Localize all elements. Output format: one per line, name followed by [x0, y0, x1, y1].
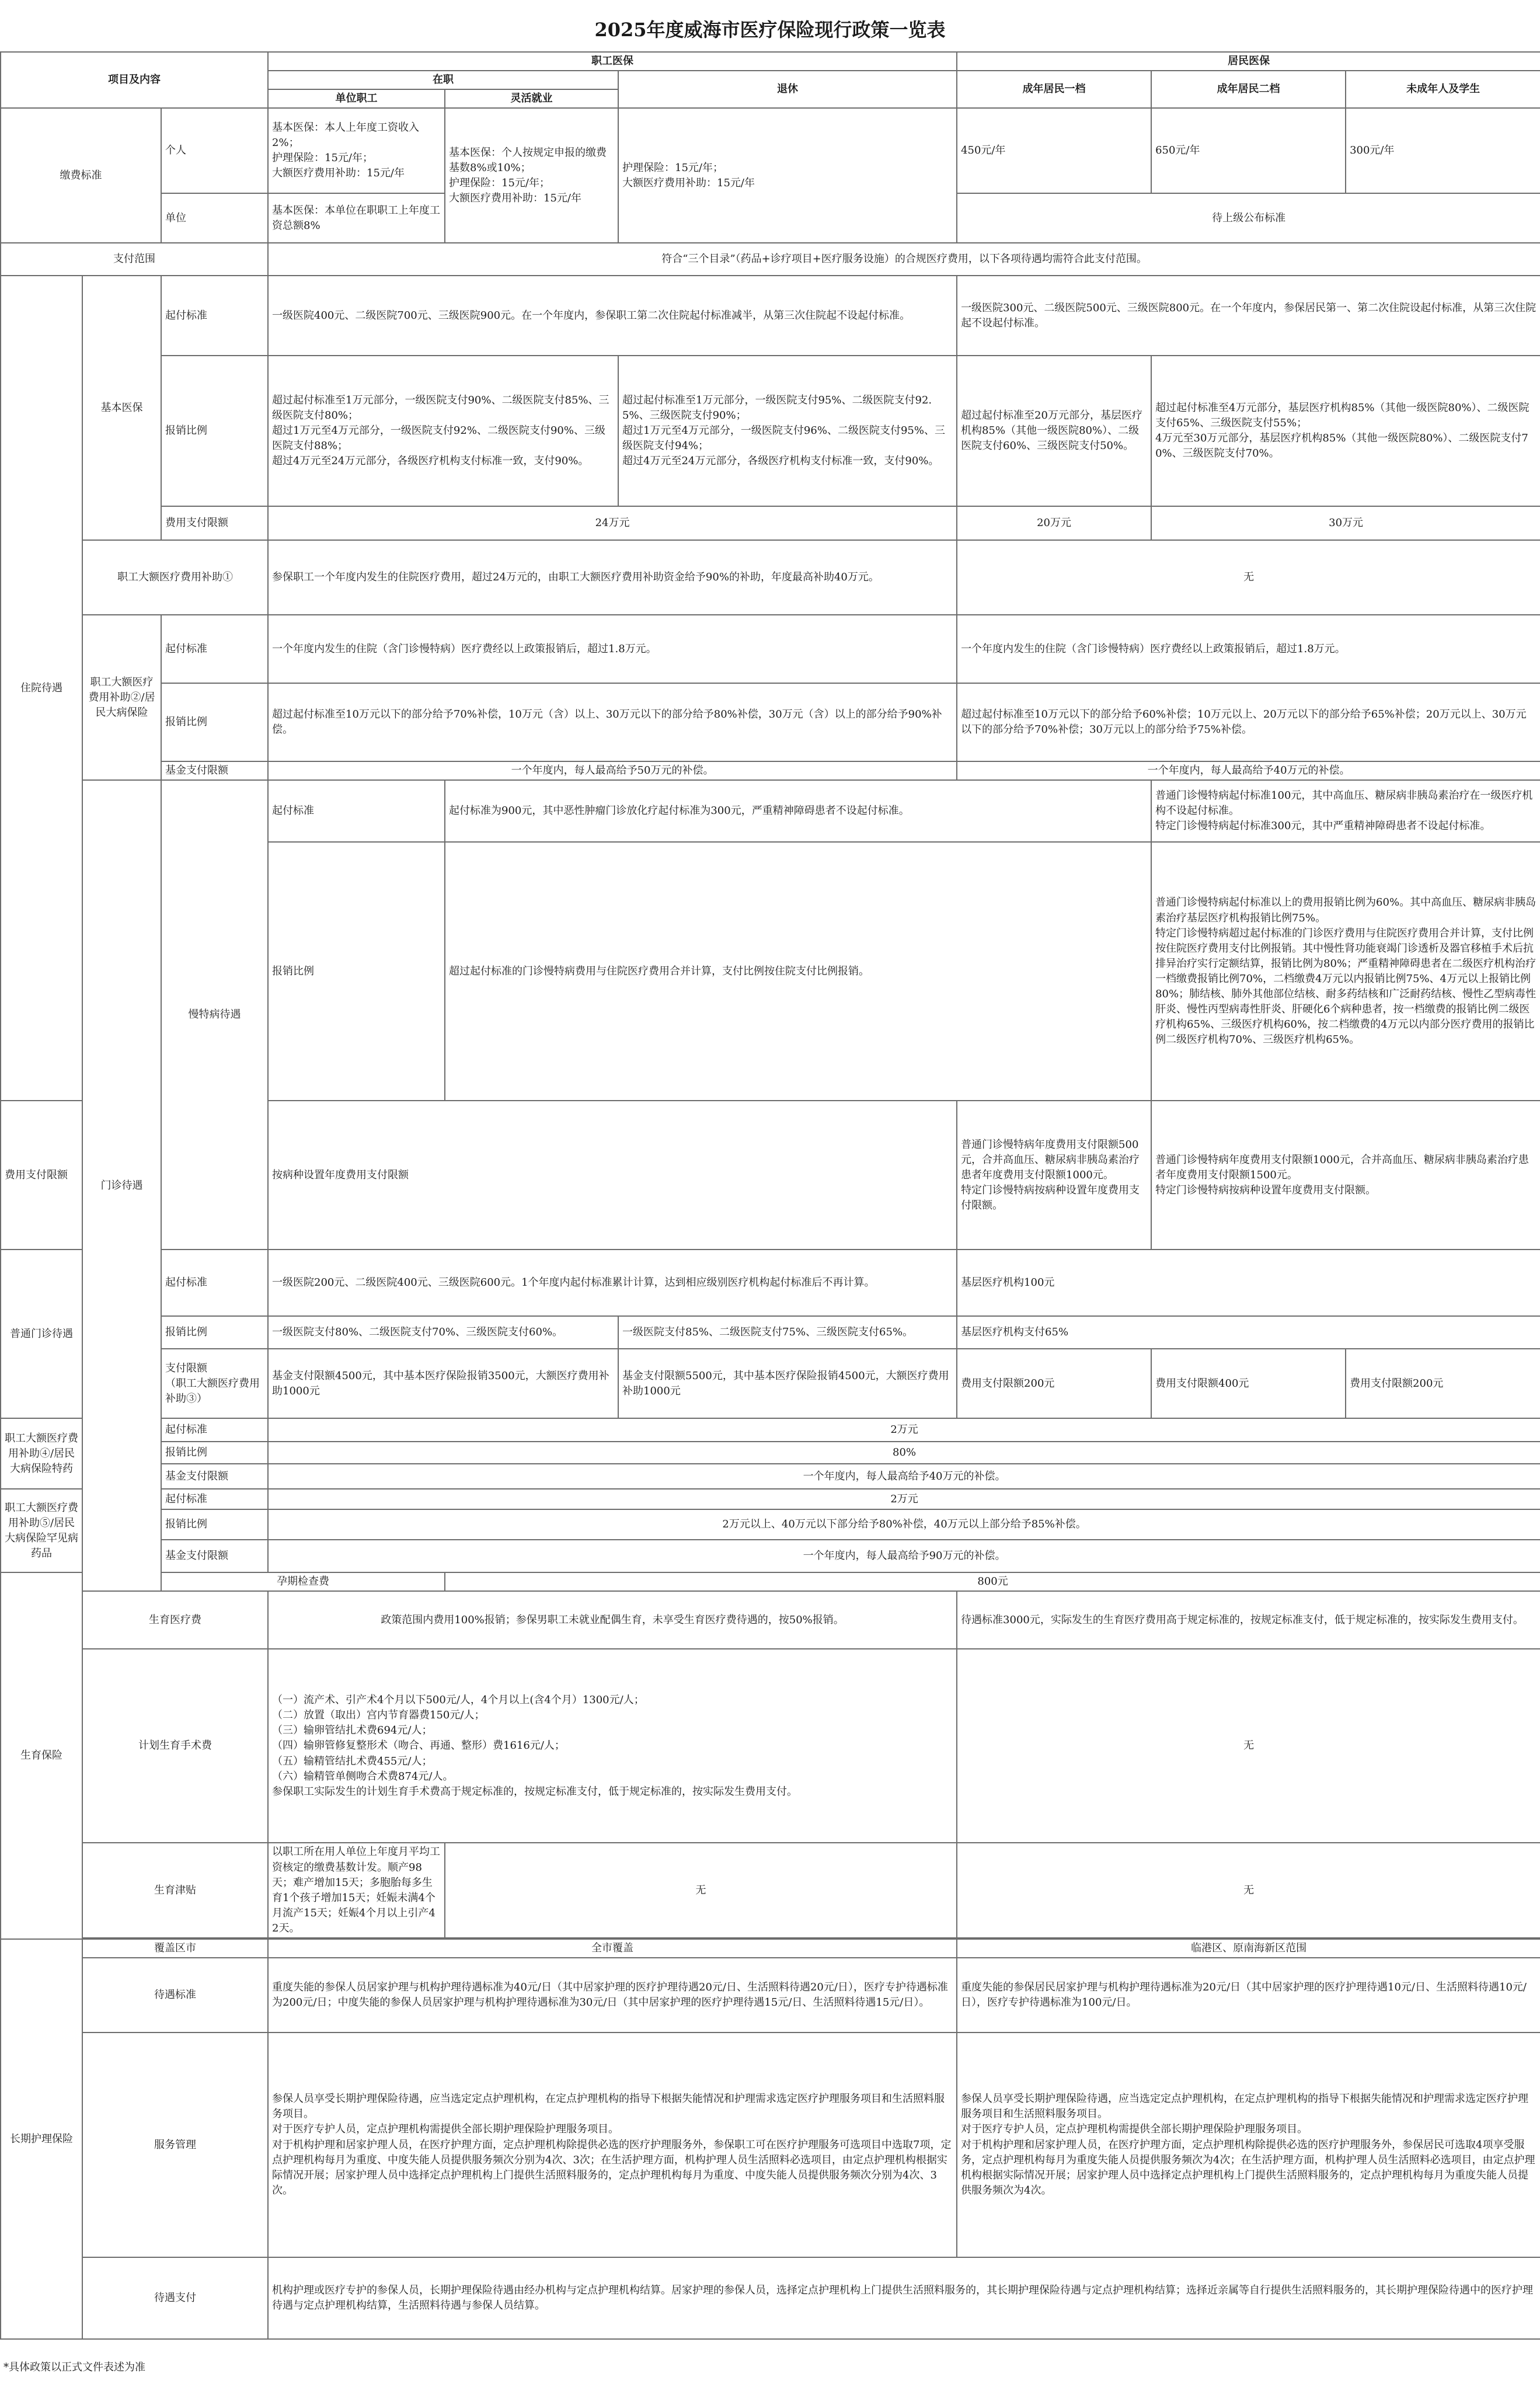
inpatient-limit-worker: 24万元 — [268, 506, 957, 540]
inpatient-deductible-worker: 一级医院400元、二级医院700元、三级医院900元。在一个年度内，参保职工第二次住院起付标准减半，从第三次住院起不设起付标准。 — [268, 276, 957, 356]
allowance-resident: 无 — [957, 1843, 1540, 1938]
general-limit-adult1: 费用支付限额200元 — [957, 1349, 1151, 1418]
serious-deductible-label: 起付标准 — [161, 615, 268, 683]
serious-fund-label: 基金支付限额 — [161, 761, 268, 780]
general-limit-adult2: 费用支付限额400元 — [1151, 1349, 1346, 1418]
special-drug-ratio-label: 报销比例 — [161, 1442, 268, 1464]
planning-worker: （一）流产术、引产术4个月以下500元/人，4个月以上(含4个月）1300元/人； （二）放置（取出）宫内节育器费150元/人； （三）输卵管结扎术费694元/人； （四）输卵管修复整形术（吻合、再通、整形）费1616元/人； （五）输精管结扎术费455元/人； （六）输精管单侧吻合术费874元/人。 参保职工实际发生的计划生育手术费高于规定标准的，按规定标准支付，低于规定标准的，按实际发生费用支付。 — [268, 1649, 957, 1843]
planning-resident: 无 — [957, 1649, 1540, 1843]
serious-ratio-worker: 超过起付标准至10万元以下的部分给予70%补偿，10万元（含）以上、30万元以下的部分给予80%补偿，30万元（含）以上的部分给予90%补偿。 — [268, 683, 957, 761]
ltc-coverage-label: 覆盖区市 — [82, 1939, 268, 1958]
maternity-medical-resident: 待遇标准3000元，实际发生的生育医疗费用高于规定标准的，按规定标准支付，低于规定标准的，按实际发生费用支付。 — [957, 1591, 1540, 1649]
inpatient-label: 住院待遇 — [1, 276, 82, 1101]
general-ratio-label: 报销比例 — [161, 1316, 268, 1349]
inpatient-ratio-label: 报销比例 — [161, 356, 268, 506]
payment-adult1: 450元/年 — [957, 108, 1151, 193]
serious-fund-resident: 一个年度内，每人最高给予40万元的补偿。 — [957, 761, 1540, 780]
chronic-limit-adult2: 普通门诊慢特病年度费用支付限额1000元，合并高血压、糖尿病非胰岛素治疗患者年度费用支付限额1500元。 特定门诊慢特病按病种设置年度费用支付限额。 — [1151, 1101, 1540, 1250]
large-sub-resident: 无 — [957, 540, 1540, 615]
chronic-label: 慢特病待遇 — [161, 780, 268, 1250]
header-item: 项目及内容 — [1, 52, 268, 108]
ltc-payment-label: 待遇支付 — [82, 2257, 268, 2339]
payment-staff-unit: 基本医保：本单位在职职工上年度工资总额8% — [268, 193, 445, 243]
serious-deductible-resident: 一个年度内发生的住院（含门诊慢特病）医疗费经以上政策报销后，超过1.8万元。 — [957, 615, 1540, 683]
general-ratio-resident: 基层医疗机构支付65% — [957, 1316, 1540, 1349]
payment-resident-unit: 待上级公布标准 — [957, 193, 1540, 243]
special-drug-fund-label: 基金支付限额 — [161, 1464, 268, 1489]
general-ratio-staff: 一级医院支付80%、二级医院支付70%、三级医院支付60%。 — [268, 1316, 618, 1349]
payment-staff-personal: 基本医保：本人上年度工资收入2%； 护理保险：15元/年； 大额医疗费用补助：15元/年 — [268, 108, 445, 193]
ltc-label: 长期护理保险 — [1, 1939, 82, 2339]
chronic-ratio-label: 报销比例 — [268, 842, 445, 1101]
ltc-standard-worker: 重度失能的参保人员居家护理与机构护理待遇标准为40元/日（其中居家护理的医疗护理待遇20元/日、生活照料待遇20元/日），医疗专护待遇标准为200元/日；中度失能的参保人员居家护理与机构护理待遇标准为30元/日（其中居家护理的医疗护理待遇15元/日、生活照料待遇15元/日）。 — [268, 1958, 957, 2033]
inpatient-deductible-resident: 一级医院300元、二级医院500元、三级医院800元。在一个年度内，参保居民第一、第二次住院设起付标准，从第三次住院起不设起付标准。 — [957, 276, 1540, 356]
scope-text: 符合“三个目录”（药品+诊疗项目+医疗服务设施）的合规医疗费用，以下各项待遇均需符合此支付范围。 — [268, 243, 1540, 276]
special-drug-deductible: 2万元 — [268, 1418, 1540, 1442]
policy-table — [0, 51, 1540, 2340]
special-drug-ratio: 80% — [268, 1442, 1540, 1464]
chronic-limit-worker: 按病种设置年度费用支付限额 — [268, 1101, 957, 1250]
prenatal-label: 孕期检查费 — [161, 1572, 445, 1591]
header-adult2: 成年居民二档 — [1151, 71, 1346, 108]
general-limit-retired: 基金支付限额5500元，其中基本医疗保险报销4500元，大额医疗费用补助1000元 — [618, 1349, 957, 1418]
general-limit-staff: 基金支付限额4500元，其中基本医疗保险报销3500元，大额医疗费用补助1000元 — [268, 1349, 618, 1418]
special-drug-label: 职工大额医疗费用补助④/居民大病保险特药 — [1, 1418, 82, 1489]
general-limit-label: 支付限额 （职工大额医疗费用补助③） — [161, 1349, 268, 1418]
ltc-standard-label: 待遇标准 — [82, 1958, 268, 2033]
rare-drug-label: 职工大额医疗费用补助⑤/居民大病保险罕见病药品 — [1, 1489, 82, 1572]
general-label: 普通门诊待遇 — [1, 1250, 82, 1418]
header-adult1: 成年居民一档 — [957, 71, 1151, 108]
special-drug-deductible-label: 起付标准 — [161, 1418, 268, 1442]
serious-deductible-worker: 一个年度内发生的住院（含门诊慢特病）医疗费经以上政策报销后，超过1.8万元。 — [268, 615, 957, 683]
payment-label: 缴费标准 — [1, 108, 161, 243]
header-employed: 在职 — [268, 71, 618, 89]
planning-label: 计划生育手术费 — [82, 1649, 268, 1843]
inpatient-ratio-retired: 超过起付标准至1万元部分，一级医院支付95%、二级医院支付92.5%、三级医院支付90%； 超过1万元至4万元部分，一级医院支付96%、二级医院支付95%、三级医院支付94%； 超过4万元至24万元部分，各级医疗机构支付标准一致，支付90%。 — [618, 356, 957, 506]
payment-unit-label: 单位 — [161, 193, 268, 243]
serious-ratio-label: 报销比例 — [161, 683, 268, 761]
inpatient-deductible-label: 起付标准 — [161, 276, 268, 356]
chronic-limit-adult1: 普通门诊慢特病年度费用支付限额500元，合并高血压、糖尿病非胰岛素治疗患者年度费用支付限额1000元。 特定门诊慢特病按病种设置年度费用支付限额。 — [957, 1101, 1151, 1250]
ltc-service-resident: 参保人员享受长期护理保险待遇，应当选定定点护理机构，在定点护理机构的指导下根据失能情况和护理需求选定医疗护理服务项目和生活照料服务项目。 对于医疗专护人员，定点护理机构需提供全部长期护理保险护理服务项目。 对于机构护理和居家护理人员，在医疗护理方面，定点护理机构除提供必选的医疗护理服务外，参保居民可选取4项享受服务，定点护理机构每月为重度失能人员提供服务频次为4次；在生活护理方面，机构护理人员生活照料必选项目，由定点护理机构根据实际情况开展；居家护理人员中选择定点护理机构上门提供生活照料服务的，定点护理机构每月为重度失能人员提供服务频次为4次。 — [957, 2033, 1540, 2257]
inpatient-limit-adult2: 30万元 — [1151, 506, 1540, 540]
scope-label: 支付范围 — [1, 243, 268, 276]
special-drug-fund: 一个年度内，每人最高给予40万元的补偿。 — [268, 1464, 1540, 1489]
ltc-service-label: 服务管理 — [82, 2033, 268, 2257]
allowance-other: 无 — [445, 1843, 957, 1938]
inpatient-ratio-staff: 超过起付标准至1万元部分，一级医院支付90%、二级医院支付85%、三级医院支付80%； 超过1万元至4万元部分，一级医院支付92%、二级医院支付90%、三级医院支付88%； 超过4万元至24万元部分，各级医疗机构支付标准一致，支付90%。 — [268, 356, 618, 506]
ltc-standard-resident: 重度失能的参保居民居家护理与机构护理待遇标准为20元/日（其中居家护理的医疗护理待遇10元/日、生活照料待遇10元/日），医疗专护待遇标准为100元/日。 — [957, 1958, 1540, 2033]
serious-fund-worker: 一个年度内，每人最高给予50万元的补偿。 — [268, 761, 957, 780]
chronic-ratio-worker: 超过起付标准的门诊慢特病费用与住院医疗费用合并计算，支付比例按住院支付比例报销。 — [445, 842, 1151, 1101]
allowance-staff: 以职工所在用人单位上年度月平均工资核定的缴费基数计发。顺产98天；难产增加15天；多胞胎每多生育1个孩子增加15天；妊娠未满4个月流产15天；妊娠4个月以上引产42天。 — [268, 1843, 445, 1938]
ltc-payment-text: 机构护理或医疗专护的参保人员，长期护理保险待遇由经办机构与定点护理机构结算。居家护理的参保人员，选择定点护理机构上门提供生活照料服务的，其长期护理保险待遇与定点护理机构结算；选择近亲属等自行提供生活照料服务的，其长期护理保险待遇中的医疗护理待遇与定点护理机构结算，生活照料待遇与参保人员结算。 — [268, 2257, 1540, 2339]
header-worker: 职工医保 — [268, 52, 957, 71]
payment-adult2: 650元/年 — [1151, 108, 1346, 193]
serious-ratio-resident: 超过起付标准至10万元以下的部分给予60%补偿；10万元以上、20万元以下的部分给予65%补偿；20万元以上、30万元以下的部分给予70%补偿；30万元以上的部分给予75%补偿。 — [957, 683, 1540, 761]
rare-drug-deductible-label: 起付标准 — [161, 1489, 268, 1509]
general-deductible-label: 起付标准 — [161, 1250, 268, 1316]
general-deductible-resident: 基层医疗机构100元 — [957, 1250, 1540, 1316]
general-deductible-worker: 一级医院200元、二级医院400元、三级医院600元。1个年度内起付标准累计计算，达到相应级别医疗机构起付标准后不再计算。 — [268, 1250, 957, 1316]
footnote: *具体政策以正式文件表述为准 — [4, 2361, 145, 2373]
chronic-deductible-label: 起付标准 — [268, 780, 445, 842]
header-resident: 居民医保 — [957, 52, 1540, 71]
chronic-limit-label: 费用支付限额 — [1, 1101, 82, 1250]
header-flexible: 灵活就业 — [445, 89, 618, 108]
outpatient-label: 门诊待遇 — [82, 780, 161, 1591]
inpatient-ratio-adult2: 超过起付标准至4万元部分，基层医疗机构85%（其他一级医院80%）、二级医院支付65%、三级医院支付55%； 4万元至30万元部分，基层医疗机构85%（其他一级医院80%）、二级医院支付70%、三级医院支付70%。 — [1151, 356, 1540, 506]
ltc-coverage-worker: 全市覆盖 — [268, 1939, 957, 1958]
serious-label: 职工大额医疗费用补助②/居民大病保险 — [82, 615, 161, 780]
large-sub-text: 参保职工一个年度内发生的住院医疗费用，超过24万元的，由职工大额医疗费用补助资金给予90%的补助，年度最高补助40万元。 — [268, 540, 957, 615]
payment-personal-label: 个人 — [161, 108, 268, 193]
inpatient-limit-adult1: 20万元 — [957, 506, 1151, 540]
rare-drug-fund: 一个年度内，每人最高给予90万元的补偿。 — [268, 1540, 1540, 1572]
maternity-label: 生育保险 — [1, 1572, 82, 1939]
header-unit-staff: 单位职工 — [268, 89, 445, 108]
ltc-service-worker: 参保人员享受长期护理保险待遇，应当选定定点护理机构，在定点护理机构的指导下根据失能情况和护理需求选定医疗护理服务项目和生活照料服务项目。 对于医疗专护人员，定点护理机构需提供全部长期护理保险护理服务项目。 对于机构护理和居家护理人员，在医疗护理方面，定点护理机构除提供必选的医疗护理服务外，参保职工可在医疗护理服务可选项目中选取7项，定点护理机构每月为重度、中度失能人员提供服务频次分别为4次、3次；在生活护理方面，机构护理人员生活照料必选项目，由定点护理机构根据实际情况开展；居家护理人员中选择定点护理机构上门提供生活照料服务的，定点护理机构每月为重度、中度失能人员提供服务频次分别为4次、3次。 — [268, 2033, 957, 2257]
inpatient-basic-label: 基本医保 — [82, 276, 161, 540]
allowance-label: 生育津贴 — [82, 1843, 268, 1938]
page-title: 2025年度威海市医疗保险现行政策一览表 — [594, 19, 946, 41]
maternity-medical-worker: 政策范围内费用100%报销；参保男职工未就业配偶生育，未享受生育医疗费待遇的，按50%报销。 — [268, 1591, 957, 1649]
chronic-ratio-resident: 普通门诊慢特病起付标准以上的费用报销比例为60%。其中高血压、糖尿病非胰岛素治疗基层医疗机构报销比例75%。 特定门诊慢特病超过起付标准的门诊医疗费用与住院医疗费用合并计算，支付比例按住院医疗费用支付比例报销。其中慢性肾功能衰竭门诊透析及器官移植手术后抗排异治疗实行定额结算，报销比例为80%；严重精神障碍患者在二级医疗机构治疗一档缴费报销比例70%，二档缴费4万元以内报销比例75%、4万元以上报销比例80%；肺结核、肺外其他部位结核、耐多药结核和广泛耐药结核、慢性乙型病毒性肝炎、慢性丙型病毒性肝炎、肝硬化6个病种患者，按一档缴费的报销比例二级医疗机构65%、三级医疗机构60%，按二档缴费的4万元以内部分医疗费用的报销比例二级医疗机构70%、三级医疗机构65%。 — [1151, 842, 1540, 1101]
header-retired: 退休 — [618, 71, 957, 108]
inpatient-limit-label: 费用支付限额 — [161, 506, 268, 540]
prenatal-value: 800元 — [445, 1572, 1540, 1591]
large-sub-label: 职工大额医疗费用补助① — [82, 540, 268, 615]
rare-drug-fund-label: 基金支付限额 — [161, 1540, 268, 1572]
general-limit-minor: 费用支付限额200元 — [1346, 1349, 1540, 1418]
rare-drug-ratio: 2万元以上、40万元以下部分给予80%补偿，40万元以上部分给予85%补偿。 — [268, 1509, 1540, 1540]
chronic-deductible-worker: 起付标准为900元，其中恶性肿瘤门诊放化疗起付标准为300元，严重精神障碍患者不设起付标准。 — [445, 780, 1151, 842]
ltc-coverage-resident: 临港区、原南海新区范围 — [957, 1939, 1540, 1958]
payment-flexible: 基本医保：个人按规定申报的缴费基数8%或10%； 护理保险：15元/年； 大额医疗费用补助：15元/年 — [445, 108, 618, 243]
header-minor: 未成年人及学生 — [1346, 71, 1540, 108]
maternity-medical-label: 生育医疗费 — [82, 1591, 268, 1649]
rare-drug-deductible: 2万元 — [268, 1489, 1540, 1509]
payment-retired: 护理保险：15元/年； 大额医疗费用补助：15元/年 — [618, 108, 957, 243]
general-ratio-retired: 一级医院支付85%、二级医院支付75%、三级医院支付65%。 — [618, 1316, 957, 1349]
chronic-deductible-resident: 普通门诊慢特病起付标准100元，其中高血压、糖尿病非胰岛素治疗在一级医疗机构不设起付标准。 特定门诊慢特病起付标准300元，其中严重精神障碍患者不设起付标准。 — [1151, 780, 1540, 842]
rare-drug-ratio-label: 报销比例 — [161, 1509, 268, 1540]
payment-minor: 300元/年 — [1346, 108, 1540, 193]
inpatient-ratio-adult1: 超过起付标准至20万元部分，基层医疗机构85%（其他一级医院80%）、二级医院支付60%、三级医院支付50%。 — [957, 356, 1151, 506]
